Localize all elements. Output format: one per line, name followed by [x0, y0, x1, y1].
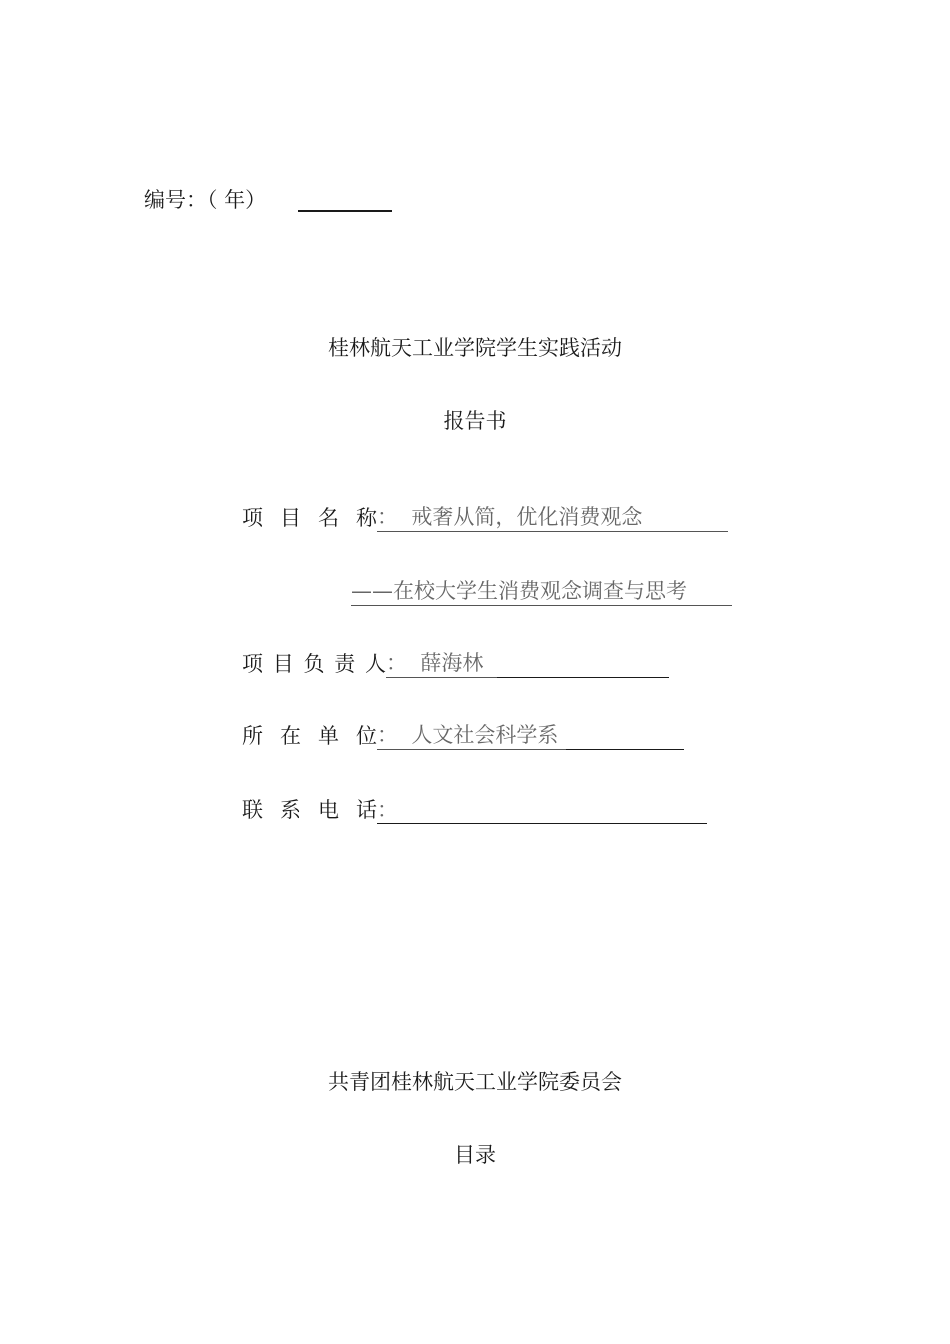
project-leader-row: [242, 650, 669, 678]
project-leader-label: 项 目 负 责 人: [242, 652, 386, 676]
unit-field[interactable]: ： 人文社会科学系: [377, 722, 566, 750]
unit-blank[interactable]: [566, 723, 684, 750]
phone-field[interactable]: ：: [377, 797, 707, 824]
project-leader-blank[interactable]: [497, 651, 669, 678]
serial-number-blank[interactable]: [298, 210, 392, 212]
project-name-field[interactable]: ： 戒奢从简，优化消费观念: [377, 504, 728, 532]
unit-row: [242, 722, 684, 750]
project-leader-field[interactable]: ： 薛海林: [386, 650, 497, 678]
phone-row: [242, 796, 707, 824]
project-name-row: [242, 504, 728, 532]
report-subtitle: 报告书: [443, 409, 507, 433]
project-subtitle-row: [351, 578, 732, 606]
report-title: 桂林航天工业学院学生实践活动: [328, 336, 622, 360]
committee-name: 共青团桂林航天工业学院委员会: [328, 1070, 622, 1094]
unit-label: 所 在 单 位: [242, 724, 377, 748]
serial-number-label: 编号：（ 年）: [144, 188, 267, 212]
project-subtitle-field[interactable]: ——在校大学生消费观念调查与思考: [351, 578, 732, 606]
phone-label: 联 系 电 话: [242, 798, 377, 822]
toc-heading: 目录: [454, 1143, 496, 1167]
project-name-label: 项 目 名 称: [242, 506, 377, 530]
